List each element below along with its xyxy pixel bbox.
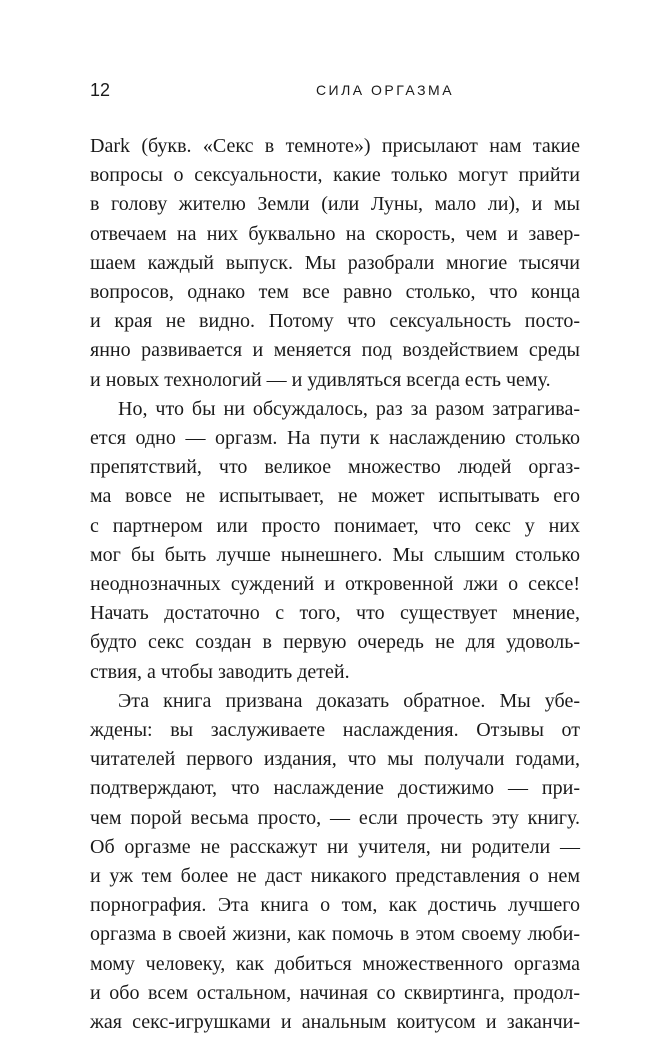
text-line: ждены: вы заслуживаете наслаждения. Отзывы от <box>90 719 580 742</box>
text-line: в голову жителю Земли (или Луны, мало ли), и мы <box>90 193 580 216</box>
text-line: вопросы о сексуальности, какие только могут прийти <box>90 164 580 187</box>
text-line: янно развивается и меняется под воздействием среды <box>90 339 580 362</box>
text-line: читателей первого издания, что мы получали годами, <box>90 748 580 771</box>
text-line: Об оргазме не расскажут ни учителя, ни родители — <box>90 835 580 858</box>
text-line: ется одно — оргазм. На пути к наслаждению столько <box>90 427 580 450</box>
text-line: и новых технологий — и удивляться всегда есть чему. <box>90 368 551 391</box>
text-line: Эта книга призвана доказать обратное. Мы убе- <box>118 689 580 712</box>
page-number: 12 <box>90 80 111 100</box>
text-line: Dark (букв. «Секс в темноте») присылают нам такие <box>90 135 580 157</box>
text-line: Но, что бы ни обсуждалось, раз за разом затрагива- <box>118 397 580 420</box>
text-line: оргазма в своей жизни, как помочь в этом своему люби- <box>90 923 580 946</box>
text-line: вопросов, однако тем все равно столько, что конца <box>90 281 580 304</box>
running-head: СИЛА ОРГАЗМА <box>315 82 455 98</box>
body-text <box>90 132 580 1037</box>
text-line: порнография. Эта книга о том, как достичь лучшего <box>90 894 580 917</box>
page-header <box>90 80 580 104</box>
text-line: неоднозначных суждений и откровенной лжи о сексе! <box>90 573 580 596</box>
text-line: и края не видно. Потому что сексуальность посто- <box>90 310 580 333</box>
text-line: препятствий, что великое множество людей оргаз- <box>90 456 580 479</box>
text-line: ствия, а чтобы заводить детей. <box>90 660 350 683</box>
text-line: чем порой весьма просто, — если прочесть эту книгу. <box>90 806 580 829</box>
text-line: подтверждают, что наслаждение достижимо — при- <box>90 777 580 800</box>
text-line: с партнером или просто понимает, что секс у них <box>90 514 580 537</box>
text-line: ма вовсе не испытывает, не может испытывать его <box>90 485 580 508</box>
text-line: мому человеку, как добиться множественного оргазма <box>90 952 580 975</box>
text-line: Начать достаточно с того, что существует мнение, <box>90 602 580 625</box>
text-line: и уж тем более не даст никакого представления о нем <box>90 865 580 888</box>
text-line: и обо всем остальном, начиная со сквиртинга, продол- <box>90 981 580 1004</box>
text-line: будто секс создан в первую очередь не для удоволь- <box>90 631 580 654</box>
text-line: мог бы быть лучше нынешнего. Мы слышим столько <box>90 543 580 566</box>
text-line: отвечаем на них буквально на скорость, чем и завер- <box>90 222 580 245</box>
text-line: шаем каждый выпуск. Мы разобрали многие тысячи <box>90 251 580 274</box>
text-line: жая секс-игрушками и анальным коитусом и заканчи- <box>90 1011 580 1034</box>
